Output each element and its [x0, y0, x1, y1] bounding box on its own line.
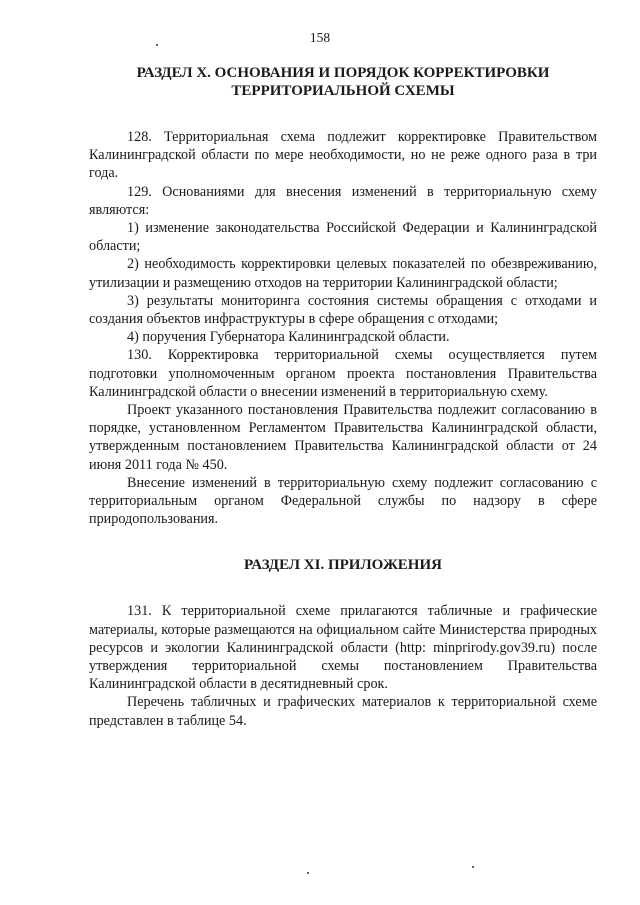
list-item-2: 2) необходимость корректировки целевых показателей по обезвреживанию, утилизации и размещению отходов на территории Калининградской области; — [89, 256, 597, 291]
paragraph-130: 130. Корректировка территориальной схемы осуществляется путем подготовки уполномоченным органом проекта постановления Правительства Калининградской области о внесении изменений в территориальную схему. — [89, 347, 597, 400]
list-item-3: 3) результаты мониторинга состояния системы обращения с отходами и создания объектов инфраструктуры в сфере обращения с отходами; — [89, 292, 597, 328]
paragraph-131: 131. К территориальной схеме прилагаются табличные и графические материалы, которые размещаются на официальном сайте Министерства природных ресурсов и экологии Калининградской области (http: minprirody.gov39.ru) после утверждения территориальной схемы постановлением Правительства Калининградской области в десятидневный срок. — [89, 603, 597, 693]
list-item-4: 4) поручения Губернатора Калининградской области. — [127, 329, 450, 346]
scan-speck — [472, 866, 474, 868]
section-11-heading: РАЗДЕЛ XI. ПРИЛОЖЕНИЯ — [244, 557, 442, 574]
section-10-heading-line2: ТЕРРИТОРИАЛЬНОЙ СХЕМЫ — [231, 83, 455, 99]
page-number: 158 — [309, 30, 331, 45]
scan-speck — [307, 872, 309, 874]
paragraph-project: Проект указанного постановления Правительства подлежит согласованию в порядке, установленном Регламентом Правительства Калининградской области, утвержденным постановлением Правительства Калининградской области от 24 июня 2011 года № 450. — [89, 402, 597, 473]
paragraph-list-of-materials: Перечень табличных и графических материалов к территориальной схеме представлен в таблице 54. — [89, 694, 597, 729]
document-body — [89, 64, 597, 730]
paragraph-approval: Внесение изменений в территориальную схему подлежит согласованию с территориальным органом Федеральной службы по надзору в сфере природопользования. — [89, 474, 597, 528]
section-10-heading-line1: РАЗДЕЛ X. ОСНОВАНИЯ И ПОРЯДОК КОРРЕКТИРОВКИ — [136, 65, 550, 81]
paragraph-128: 128. Территориальная схема подлежит корректировке Правительством Калининградской области по мере необходимости, но не реже одного раза в три года. — [89, 129, 597, 182]
section-10-heading — [89, 64, 597, 100]
list-item-1: 1) изменение законодательства Российской Федерации и Калининградской области; — [89, 220, 597, 255]
paragraph-129: 129. Основаниями для внесения изменений в территориальную схему являются: — [89, 183, 597, 218]
